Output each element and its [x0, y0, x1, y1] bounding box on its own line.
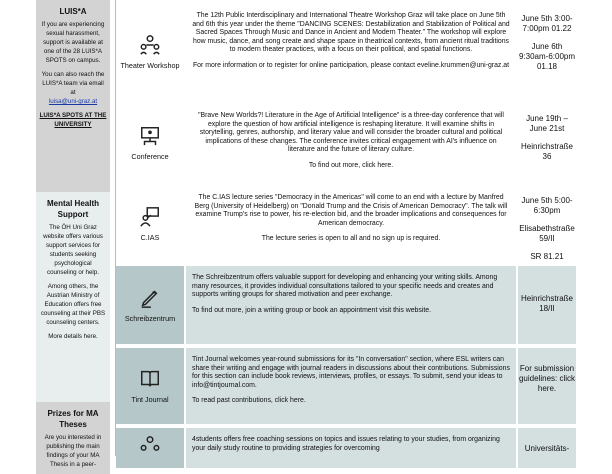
event-schedule — [518, 104, 578, 182]
event-type-cell — [116, 266, 186, 344]
schedule-text: SR 81.21 — [530, 252, 564, 261]
event-description — [186, 266, 518, 344]
event-description — [186, 4, 518, 100]
luisa-spots-link[interactable]: LUIS*A SPOTS AT THE UNIVERSITY — [39, 112, 107, 128]
description-text: The 12th Public Interdisciplinary and International Theatre Workshop Graz will take place on June 5th and 6th this year under the theme "DANCING SCENES: Destabilization and Stabilization of Political and Sacred Spaces Through Music and Dance in Ancient and Modern Theater." The workshop will explore how music, dance, and song create and shape space in theatrical contexts, from ancient ritual traditions to modern theater practices, with a focus on their political, and spatial functions. — [192, 12, 510, 54]
luisa-text: If you are experiencing sexual harassment, support is available at one of the 28 LUIS*A SPOTS on campus. — [41, 21, 105, 64]
description-text[interactable]: To find out more, click here. — [308, 161, 394, 169]
event-schedule — [518, 428, 578, 468]
luisa-reach-text: You can also reach the LUIS*A team via email at luisa@uni-graz.at — [41, 71, 105, 105]
luisa-title: LUIS*A — [59, 7, 87, 16]
event-schedule — [518, 4, 578, 100]
people-icon — [139, 435, 161, 457]
schedule-text: June 5th 5:00-6:30pm — [521, 196, 573, 215]
table-row — [116, 428, 578, 468]
prizes-title: Prizes for MA Theses — [47, 409, 99, 429]
event-schedule — [518, 266, 578, 344]
table-row — [116, 104, 578, 182]
schedule-text[interactable]: For submission guidelines: click here. — [518, 364, 576, 393]
sidebar — [36, 0, 110, 468]
event-label: C.IAS — [140, 233, 160, 242]
table-row — [116, 4, 578, 100]
prizes-text: Are you interested in publishing the main findings of your MA Thesis in a peer- — [44, 434, 102, 468]
schedule-text: Elisabethstraße 59/II — [519, 224, 575, 243]
schedule-text: Heinrichstraße 36 — [520, 142, 573, 161]
event-type-cell — [116, 4, 186, 100]
schedule-text: June 5th 3:00-7:00pm 01.22 — [521, 14, 573, 33]
event-description — [186, 348, 518, 424]
event-label: Tint Journal — [131, 395, 169, 404]
description-text: 4students offers free coaching sessions on topics and issues relating to your studies, from organizing your daily study routine to providing strategies for overcoming — [192, 436, 500, 452]
event-schedule — [518, 348, 578, 424]
speaker-icon — [139, 206, 161, 228]
description-text[interactable]: To find out more, join a writing group or book an appointment visit this website. — [192, 306, 432, 314]
mental-health-title: Mental Health Support — [46, 199, 99, 219]
pen-icon — [139, 287, 161, 309]
schedule-text: Heinrichstraße 18/II — [520, 294, 573, 313]
description-text: For more information or to register for online participation, please contact eveline.krummen@uni-graz.at — [192, 61, 510, 69]
schedule-text: June 6th 9:30am-6:00pm 01.18 — [518, 42, 576, 71]
people-icon — [139, 34, 161, 56]
description-text: Tint Journal welcomes year-round submissions for its "In conversation" section, where ESL writers can share their writing and engage with journal readers in discussions about their contributions. Submissions for this section can include book reviews, interviews, profiles, or essays. To submit, send your ideas to info@tintjournal.com. — [192, 356, 510, 389]
mental-health-text-1: The ÖH Uni Graz website offers various support services for students seeking psychological counseling or help. — [43, 224, 103, 276]
schedule-text: Universitäts- — [524, 444, 570, 453]
luisa-email-link[interactable]: luisa@uni-graz.at — [48, 98, 98, 105]
description-text: The lecture series is open to all and no sign up is required. — [261, 235, 441, 243]
description-text[interactable]: To read past contributions, click here. — [192, 397, 306, 405]
event-label: Schreibzentrum — [124, 314, 176, 323]
mental-health-box — [36, 192, 110, 402]
events-table — [115, 0, 578, 456]
mental-health-text-2: Among others, the Austrian Ministry of Education offers free counseling at their PBS counseling centers. — [40, 283, 106, 326]
table-row — [116, 266, 578, 344]
event-type-cell — [116, 428, 186, 468]
event-description — [186, 186, 518, 262]
event-type-cell — [116, 104, 186, 182]
event-type-cell — [116, 348, 186, 424]
luisa-box — [36, 0, 110, 192]
description-text: The C.IAS lecture series "Democracy in the Americas" will come to an end with a lecture by Manfred Berg (University of Heidelberg) on "Donald Trump and the Crisis of American Democracy". The talk will examine Trump's rise to power, his re-election bid, and the broader implications and consequences for American democracy. — [194, 194, 508, 227]
mental-health-more-link[interactable]: More details here. — [48, 333, 98, 340]
event-label: Theater Workshop — [120, 61, 180, 70]
event-type-cell — [116, 186, 186, 262]
description-text: The Schreibzentrum offers valuable support for developing and enhancing your writing skills. Among many resources, it provides individual consultations tailored to your specific needs and creates and supports writing groups for shared motivation and peer exchange. — [192, 274, 498, 299]
prizes-box — [36, 402, 110, 474]
table-row — [116, 348, 578, 424]
event-schedule — [518, 186, 578, 262]
event-label: Conference — [131, 152, 169, 161]
event-description — [186, 104, 518, 182]
schedule-text: June 19th – June 21st — [526, 114, 568, 133]
conference-icon — [139, 125, 161, 147]
event-description — [186, 428, 518, 468]
description-text: "Brave New Worlds?! Literature in the Age of Artificial Intelligence" is a three-day conference that will explore the question of how artificial intelligence is reshaping literature. It will examine shifts in storytelling, genres, authorship, and literary value and will consider the broader cultural and political implications of these changes. The conference invites critical engagement with AI's influence on literature and the future of literary culture. — [198, 112, 504, 154]
book-icon — [139, 368, 161, 390]
table-row — [116, 186, 578, 262]
